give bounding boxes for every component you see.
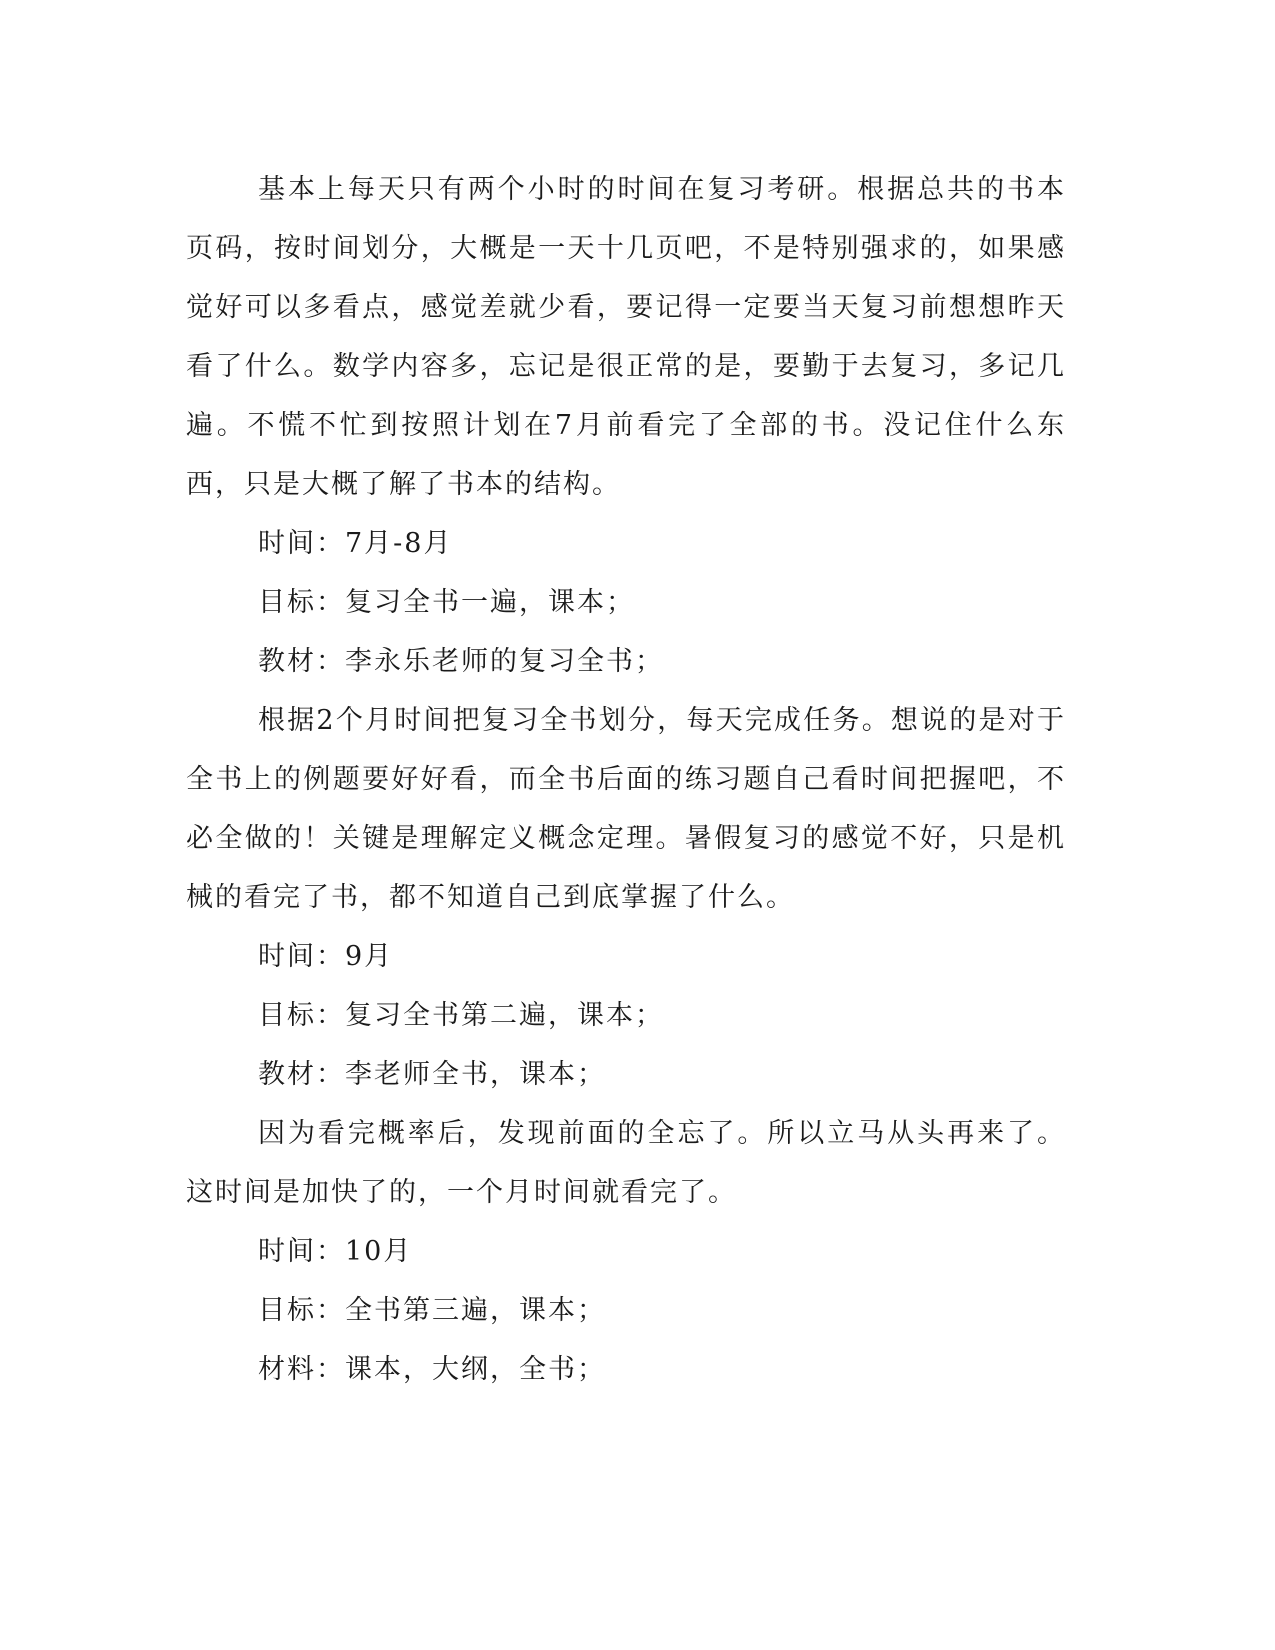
paragraph-material-jul-aug: 教材：李永乐老师的复习全书； [258, 646, 664, 677]
paragraph-goal-sep: 目标：复习全书第二遍，课本； [258, 1000, 664, 1031]
paragraph-material-oct: 材料：课本，大纲，全书； [258, 1354, 606, 1385]
paragraph-time-sep: 时间：9月 [258, 941, 394, 972]
paragraph-goal-jul-aug: 目标：复习全书一遍，课本； [258, 587, 635, 618]
paragraph-plan-sep: 因为看完概率后，发现前面的全忘了。所以立马从头再来了。这时间是加快了的，一个月时间就看完了。 [186, 1118, 1066, 1208]
paragraph-time-oct: 时间：10月 [258, 1236, 413, 1267]
paragraph-intro: 基本上每天只有两个小时的时间在复习考研。根据总共的书本页码，按时间划分，大概是一天十几页吧，不是特别强求的，如果感觉好可以多看点，感觉差就少看，要记得一定要当天复习前想想昨天看了什么。数学内容多，忘记是很正常的是，要勤于去复习，多记几遍。不慌不忙到按照计划在7月前看完了全部的书。没记住什么东西，只是大概了解了书本的结构。 [186, 174, 1066, 500]
paragraph-material-sep: 教材：李老师全书，课本； [258, 1059, 606, 1090]
paragraph-time-jul-aug: 时间：7月-8月 [258, 528, 453, 559]
paragraph-plan-jul-aug: 根据2个月时间把复习全书划分，每天完成任务。想说的是对于全书上的例题要好好看，而全书后面的练习题自己看时间把握吧，不必全做的！关键是理解定义概念定理。暑假复习的感觉不好，只是机械的看完了书，都不知道自己到底掌握了什么。 [186, 705, 1066, 913]
document-body [186, 160, 1066, 1399]
paragraph-goal-oct: 目标：全书第三遍，课本； [258, 1295, 606, 1326]
